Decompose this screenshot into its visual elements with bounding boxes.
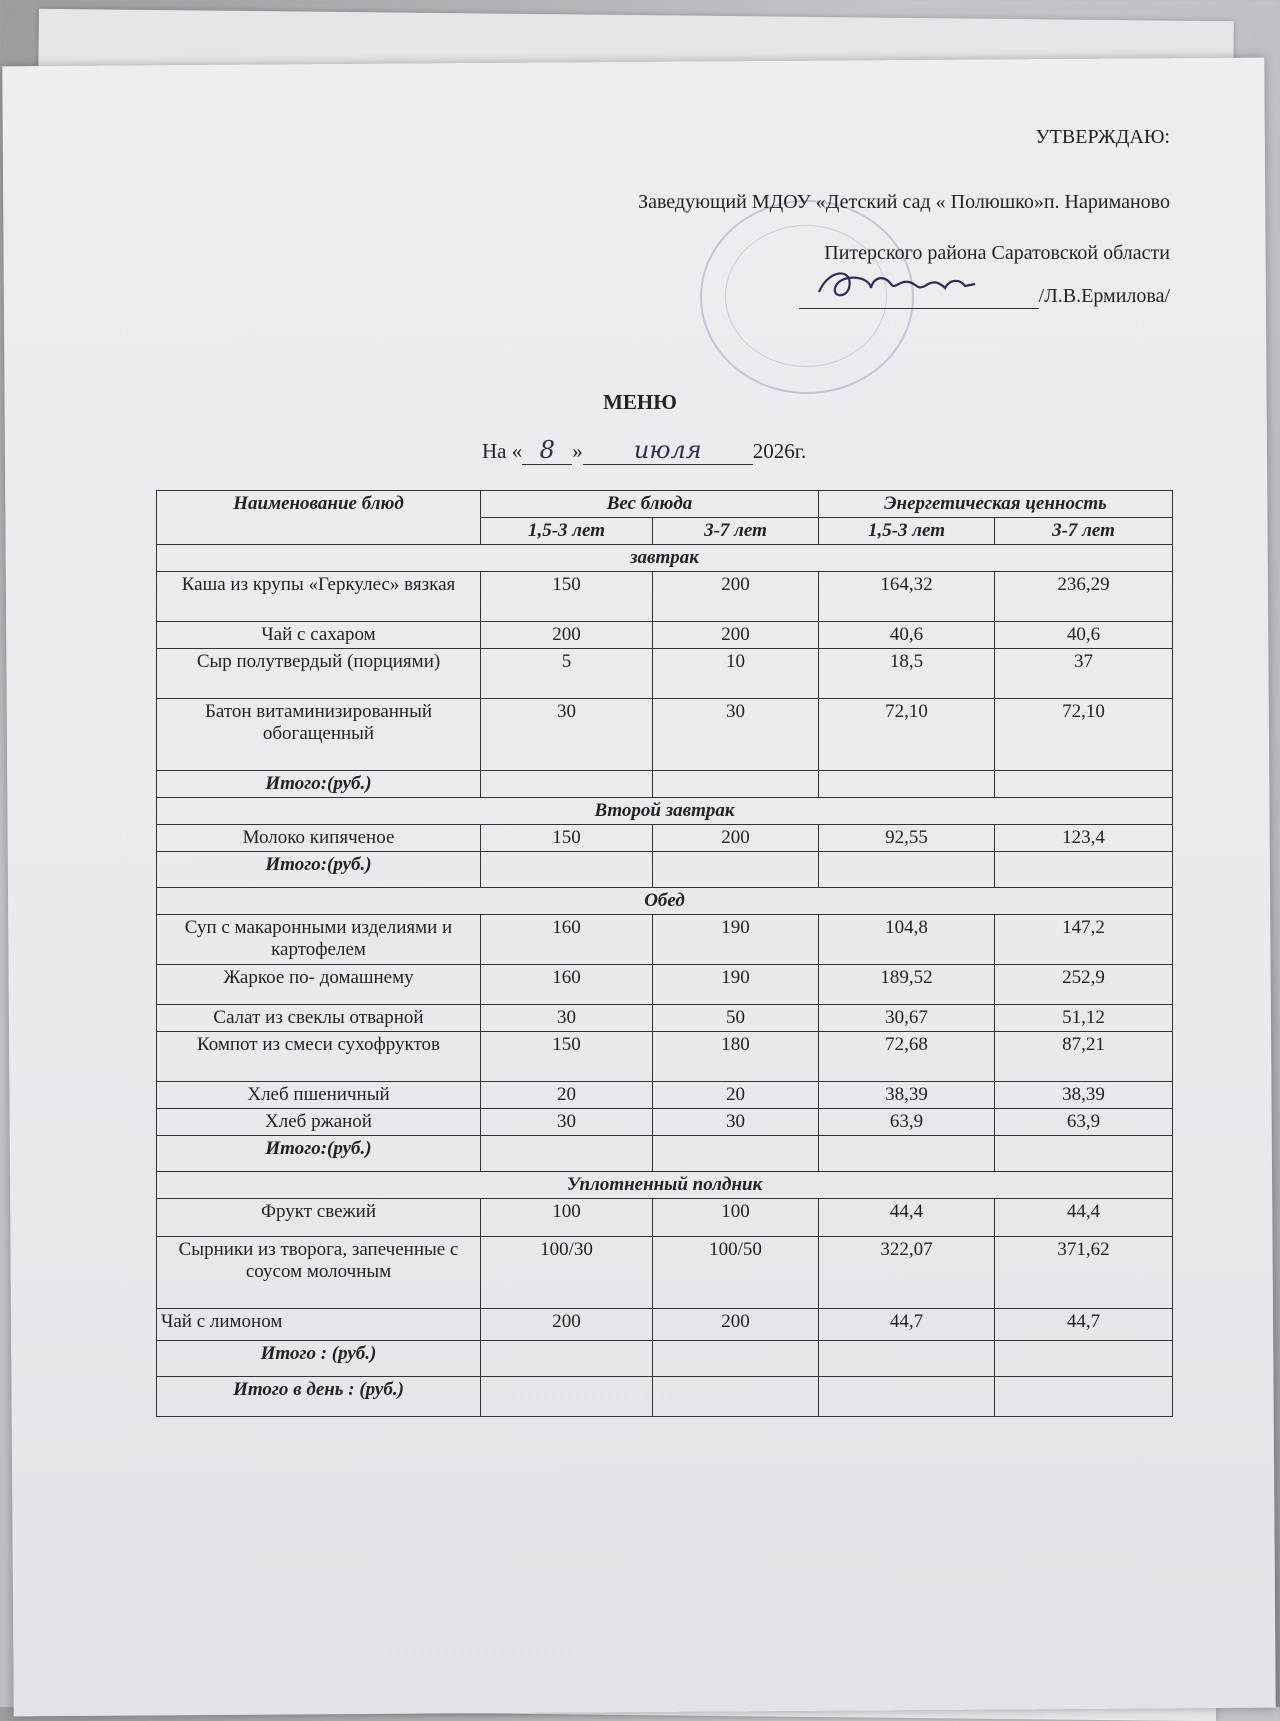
dish-name: Фрукт свежий (157, 1199, 481, 1237)
weight-2: 200 (653, 572, 819, 622)
table-row (157, 1309, 1173, 1341)
signature-field (799, 286, 1039, 309)
weight-1: 20 (481, 1082, 653, 1109)
total-cell (819, 771, 995, 798)
energy-1: 18,5 (819, 649, 995, 699)
menu-date (482, 436, 806, 465)
total-cell (995, 1377, 1173, 1417)
energy-2: 72,10 (995, 699, 1173, 771)
table-row (157, 1109, 1173, 1136)
approval-heading: УТВЕРЖДАЮ: (1035, 126, 1170, 148)
dish-name: Чай с сахаром (157, 622, 481, 649)
energy-2: 236,29 (995, 572, 1173, 622)
total-cell (653, 1341, 819, 1377)
weight-1: 200 (481, 622, 653, 649)
total-cell (995, 852, 1173, 888)
energy-2: 40,6 (995, 622, 1173, 649)
weight-1: 150 (481, 572, 653, 622)
menu-table-body (157, 545, 1173, 1417)
weight-2: 200 (653, 1309, 819, 1341)
energy-2: 147,2 (995, 915, 1173, 965)
day-total-row (157, 1377, 1173, 1417)
weight-1: 5 (481, 649, 653, 699)
table-row (157, 825, 1173, 852)
total-label: Итого:(руб.) (157, 852, 481, 888)
table-row (157, 1237, 1173, 1309)
weight-1: 160 (481, 915, 653, 965)
header-energy-age-1: 1,5-3 лет (819, 518, 995, 545)
total-cell (653, 852, 819, 888)
section-title: завтрак (157, 545, 1173, 572)
total-cell (481, 852, 653, 888)
weight-2: 30 (653, 1109, 819, 1136)
weight-2: 180 (653, 1032, 819, 1082)
table-row (157, 1199, 1173, 1237)
section-row (157, 545, 1173, 572)
total-cell (995, 1341, 1173, 1377)
energy-1: 322,07 (819, 1237, 995, 1309)
weight-2: 10 (653, 649, 819, 699)
menu-table (156, 490, 1173, 1417)
total-cell (653, 1377, 819, 1417)
weight-2: 190 (653, 965, 819, 1005)
weight-1: 200 (481, 1309, 653, 1341)
energy-2: 38,39 (995, 1082, 1173, 1109)
handwritten-signature-icon (799, 256, 1039, 308)
total-label: Итого : (руб.) (157, 1341, 481, 1377)
dish-name: Сыр полутвердый (порциями) (157, 649, 481, 699)
table-row (157, 622, 1173, 649)
dish-name: Чай с лимоном (157, 1309, 481, 1341)
table-row (157, 965, 1173, 1005)
energy-1: 38,39 (819, 1082, 995, 1109)
total-cell (653, 1136, 819, 1172)
energy-2: 87,21 (995, 1032, 1173, 1082)
date-day: 8 (522, 436, 572, 465)
dish-name: Батон витаминизированный обогащенный (157, 699, 481, 771)
approval-region: Питерского района Саратовской области (824, 242, 1170, 264)
weight-1: 30 (481, 699, 653, 771)
energy-1: 104,8 (819, 915, 995, 965)
section-title: Уплотненный полдник (157, 1172, 1173, 1199)
date-month: июля (583, 436, 753, 465)
total-cell (995, 771, 1173, 798)
total-label: Итого:(руб.) (157, 1136, 481, 1172)
weight-2: 20 (653, 1082, 819, 1109)
total-cell (481, 1341, 653, 1377)
header-weight: Вес блюда (481, 491, 819, 518)
total-cell (819, 1341, 995, 1377)
weight-2: 50 (653, 1005, 819, 1032)
energy-1: 72,10 (819, 699, 995, 771)
energy-1: 72,68 (819, 1032, 995, 1082)
total-row (157, 1341, 1173, 1377)
weight-1: 150 (481, 825, 653, 852)
header-energy-age-2: 3-7 лет (995, 518, 1173, 545)
date-year: 2026г. (752, 439, 807, 463)
dish-name: Каша из крупы «Геркулес» вязкая (157, 572, 481, 622)
section-row (157, 798, 1173, 825)
energy-2: 44,7 (995, 1309, 1173, 1341)
energy-1: 44,4 (819, 1199, 995, 1237)
weight-1: 30 (481, 1005, 653, 1032)
day-total-label: Итого в день : (руб.) (157, 1377, 481, 1417)
energy-2: 123,4 (995, 825, 1173, 852)
approval-signature-line (638, 284, 1170, 309)
energy-1: 44,7 (819, 1309, 995, 1341)
dish-name: Компот из смеси сухофруктов (157, 1032, 481, 1082)
total-cell (481, 771, 653, 798)
energy-1: 30,67 (819, 1005, 995, 1032)
total-cell (481, 1377, 653, 1417)
energy-2: 252,9 (995, 965, 1173, 1005)
weight-2: 200 (653, 622, 819, 649)
total-cell (819, 1377, 995, 1417)
weight-1: 150 (481, 1032, 653, 1082)
energy-1: 63,9 (819, 1109, 995, 1136)
energy-2: 63,9 (995, 1109, 1173, 1136)
energy-1: 40,6 (819, 622, 995, 649)
total-cell (481, 1136, 653, 1172)
dish-name: Хлеб пшеничный (157, 1082, 481, 1109)
date-prefix: На « (482, 439, 523, 463)
table-row (157, 1032, 1173, 1082)
energy-2: 51,12 (995, 1005, 1173, 1032)
date-mid: » (572, 439, 583, 463)
energy-2: 44,4 (995, 1199, 1173, 1237)
weight-1: 160 (481, 965, 653, 1005)
dish-name: Салат из свеклы отварной (157, 1005, 481, 1032)
header-weight-age-2: 3-7 лет (653, 518, 819, 545)
energy-2: 371,62 (995, 1237, 1173, 1309)
header-dish-name: Наименование блюд (157, 491, 481, 545)
section-row (157, 1172, 1173, 1199)
total-cell (653, 771, 819, 798)
weight-2: 200 (653, 825, 819, 852)
dish-name: Сырники из творога, запеченные с соусом молочным (157, 1237, 481, 1309)
energy-1: 164,32 (819, 572, 995, 622)
table-row (157, 915, 1173, 965)
table-row (157, 1005, 1173, 1032)
menu-title: МЕНЮ (603, 390, 677, 414)
header-weight-age-1: 1,5-3 лет (481, 518, 653, 545)
header-energy: Энергетическая ценность (819, 491, 1173, 518)
section-title: Обед (157, 888, 1173, 915)
weight-2: 30 (653, 699, 819, 771)
weight-2: 100 (653, 1199, 819, 1237)
total-row (157, 1136, 1173, 1172)
dish-name: Жаркое по- домашнему (157, 965, 481, 1005)
weight-2: 190 (653, 915, 819, 965)
weight-1: 30 (481, 1109, 653, 1136)
table-row (157, 1082, 1173, 1109)
approval-name: /Л.В.Ермилова/ (1038, 285, 1170, 307)
section-row (157, 888, 1173, 915)
table-row (157, 699, 1173, 771)
dish-name: Хлеб ржаной (157, 1109, 481, 1136)
approval-block (638, 125, 1170, 309)
energy-2: 37 (995, 649, 1173, 699)
table-row (157, 649, 1173, 699)
energy-1: 92,55 (819, 825, 995, 852)
total-label: Итого:(руб.) (157, 771, 481, 798)
total-cell (995, 1136, 1173, 1172)
energy-1: 189,52 (819, 965, 995, 1005)
total-row (157, 771, 1173, 798)
total-cell (819, 1136, 995, 1172)
dish-name: Суп с макаронными изделиями и картофелем (157, 915, 481, 965)
weight-1: 100 (481, 1199, 653, 1237)
approval-position: Заведующий МДОУ «Детский сад « Полюшко»п. Нариманово (638, 191, 1170, 213)
total-row (157, 852, 1173, 888)
table-row (157, 572, 1173, 622)
weight-1: 100/30 (481, 1237, 653, 1309)
weight-2: 100/50 (653, 1237, 819, 1309)
total-cell (819, 852, 995, 888)
section-title: Второй завтрак (157, 798, 1173, 825)
dish-name: Молоко кипяченое (157, 825, 481, 852)
